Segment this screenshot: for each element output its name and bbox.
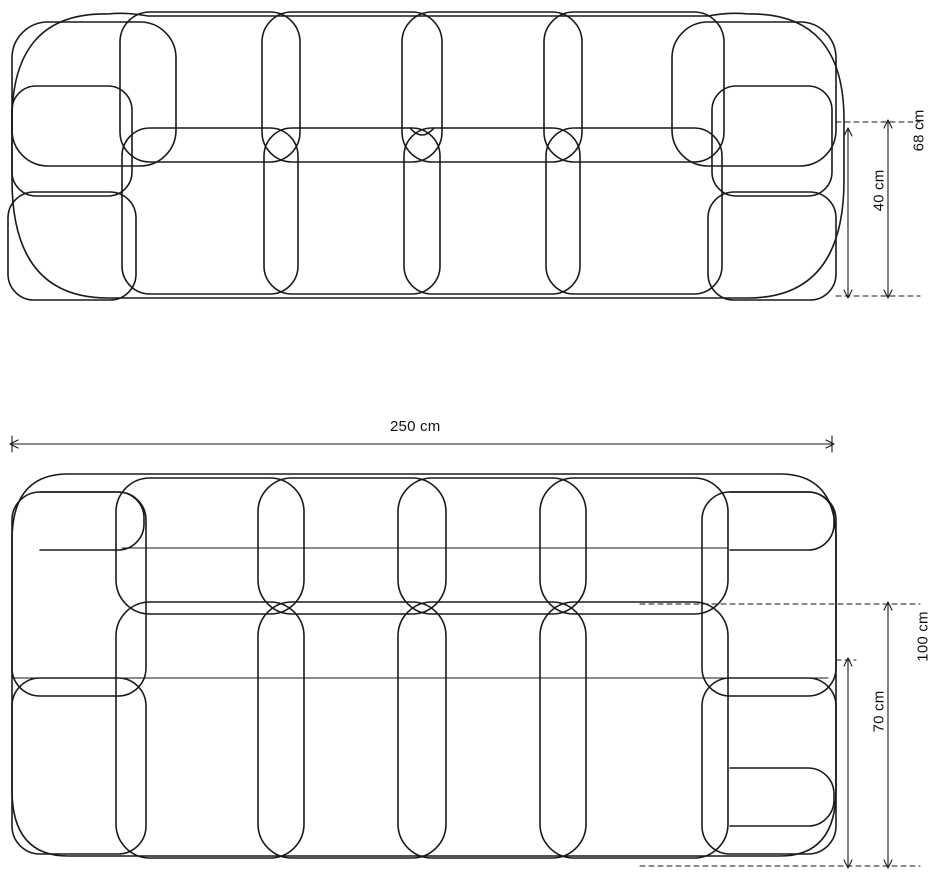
width-dimension [10, 436, 834, 452]
dimension-label-overall-height: 68 cm [910, 109, 928, 152]
plan-dimensions [640, 602, 920, 868]
dimension-label-overall-depth: 100 cm [914, 611, 932, 662]
dimension-label-seat-height: 40 cm [870, 169, 888, 212]
dimension-label-overall-width: 250 cm [390, 418, 441, 435]
front-elevation-view [8, 12, 844, 300]
dimension-label-seat-depth: 70 cm [870, 690, 888, 733]
top-plan-view [12, 474, 836, 858]
